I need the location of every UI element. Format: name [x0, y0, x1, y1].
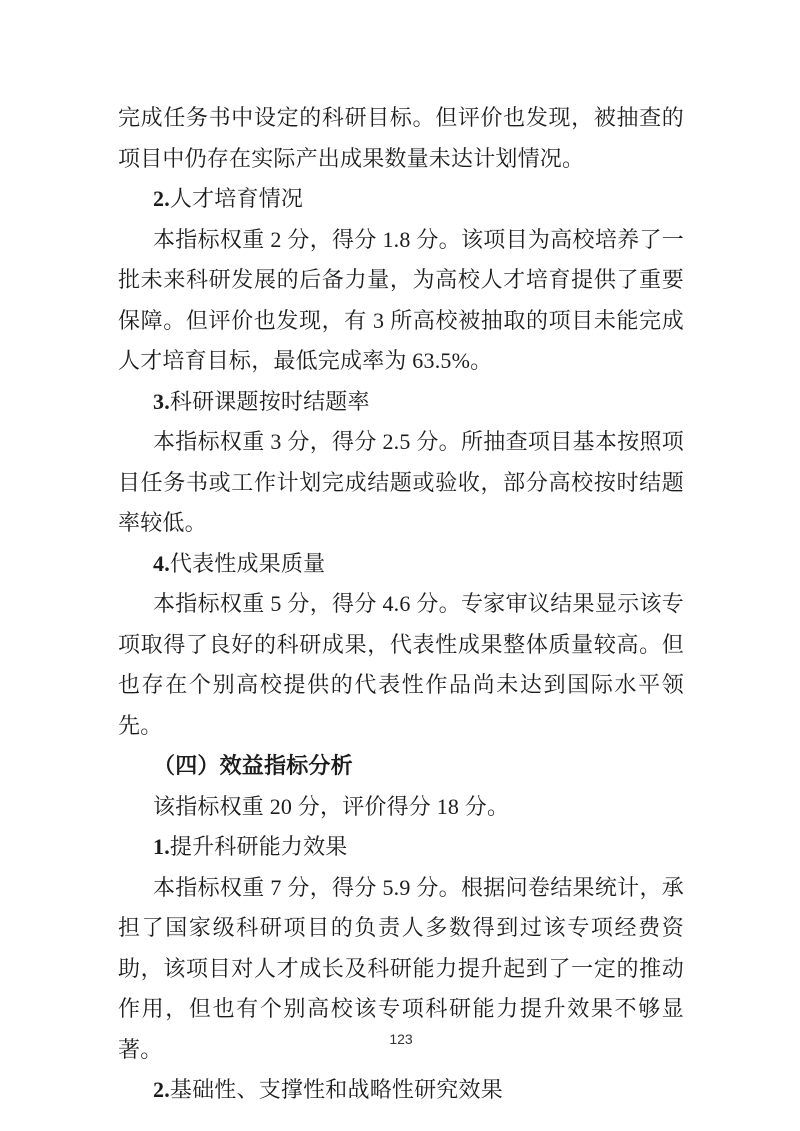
- heading-label: 人才培育情况: [169, 186, 304, 211]
- page-number: 123: [389, 1031, 413, 1047]
- section-heading-benefit-indicators: （四）效益指标分析: [153, 753, 353, 778]
- heading-number: 4.: [153, 550, 170, 576]
- heading-label: 代表性成果质量: [169, 550, 326, 576]
- heading-label: 科研课题按时结题率: [169, 388, 370, 414]
- heading-talent-cultivation: [118, 179, 684, 220]
- heading-number: 2.: [153, 1077, 170, 1102]
- heading-research-capability: [118, 827, 684, 868]
- heading-representative-achievements: [118, 544, 684, 585]
- body-paragraph-benefit-weight: 该指标权重 20 分，评价得分 18 分。: [153, 793, 510, 819]
- body-paragraph-research-capability: 本指标权重 7 分，得分 5.9 分。根据问卷结果统计，承担了国家级科研项目的负责人多数得到过该专项经费资助，该项目对人才成长及科研能力提升起到了一定的推动作用，但也有个别高校该专项科研能力提升效果不够显著。: [118, 874, 684, 1062]
- heading-project-completion-rate: [118, 382, 684, 423]
- heading-number: 2.: [153, 186, 170, 211]
- body-paragraph-output-results: 完成任务书中设定的科研目标。但评价也发现，被抽查的项目中仍存在实际产出成果数量未达计划情况。: [118, 105, 684, 171]
- heading-number: 1.: [153, 834, 170, 859]
- body-paragraph-completion-rate: 本指标权重 3 分，得分 2.5 分。所抽查项目基本按照项目任务书或工作计划完成结题或验收，部分高校按时结题率较低。: [118, 429, 684, 535]
- heading-label: 提升科研能力效果: [169, 834, 348, 859]
- heading-label: 基础性、支撑性和战略性研究效果: [169, 1077, 503, 1102]
- body-paragraph-representative-achievements: 本指标权重 5 分，得分 4.6 分。专家审议结果显示该专项取得了良好的科研成果，代表性成果整体质量较高。但也存在个别高校提供的代表性作品尚未达到国际水平领先。: [118, 591, 684, 738]
- document-body: [118, 98, 684, 1111]
- body-paragraph-talent-cultivation: 本指标权重 2 分，得分 1.8 分。该项目为高校培养了一批未来科研发展的后备力量，为高校人才培育提供了重要保障。但评价也发现，有 3 所高校被抽取的项目未能完成人才培育目标，最低完成率为 63.5%。: [118, 226, 684, 373]
- heading-number: 3.: [153, 388, 170, 414]
- heading-basic-strategic-research: [118, 1070, 684, 1111]
